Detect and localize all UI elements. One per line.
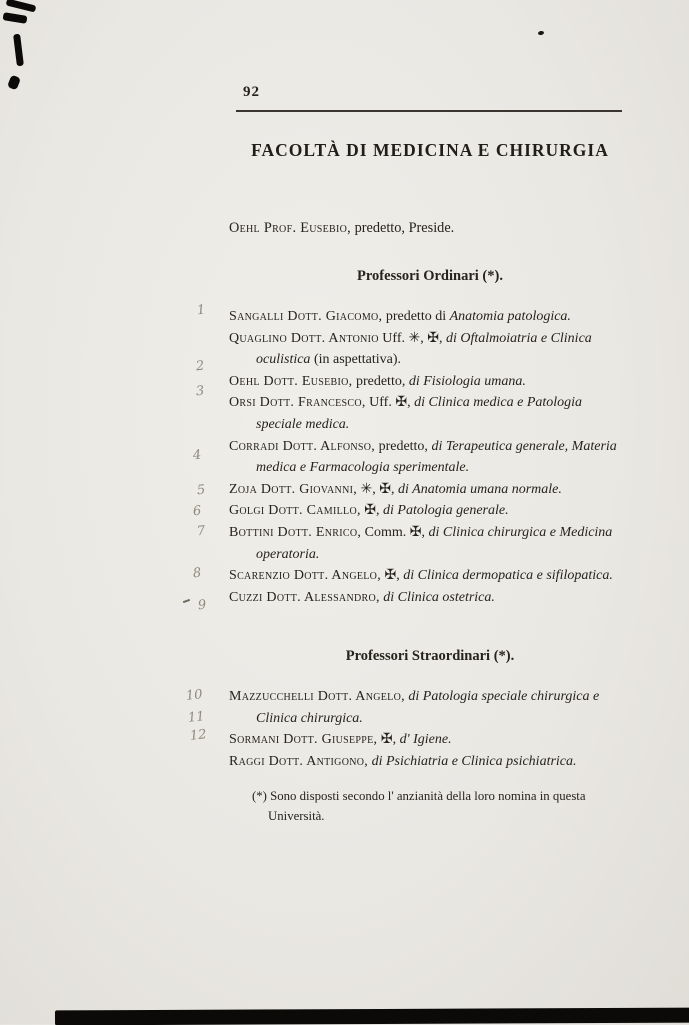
professor-name: Scarenzio Dott. Angelo, [229, 568, 382, 584]
preside-line [229, 220, 629, 237]
professor-entry [229, 686, 631, 729]
straordinari-list [229, 686, 631, 772]
professor-honors: ✠, [381, 568, 404, 584]
margin-annotation: 1 [196, 302, 207, 319]
scan-artifact-smudge [7, 75, 21, 91]
professor-entry [229, 522, 631, 565]
ordinari-list [229, 306, 631, 608]
professor-name: Golgi Dott. Camillo, [229, 503, 361, 519]
professor-honors: predetto, [352, 373, 409, 389]
professor-entry [229, 587, 631, 609]
professor-entry [229, 392, 631, 435]
professor-honors: ✳, ✠, [357, 481, 398, 497]
preside-name: Oehl Prof. Eusebio, [229, 220, 352, 236]
professor-honors: predetto, [375, 438, 432, 454]
professor-subject: di Psichiatria e Clinica psichiatrica. [371, 753, 577, 769]
professor-honors: Comm. ✠, [361, 524, 429, 540]
professor-honors: Uff. ✳, ✠, [378, 330, 446, 346]
professor-subject: di Terapeutica generale, Materia medica e Farmacologia sperimentale. [256, 438, 617, 476]
professor-name: Cuzzi Dott. Alessandro, [229, 589, 380, 605]
professor-name: Quaglino Dott. Antonio [229, 330, 379, 346]
header-rule [236, 110, 622, 112]
scan-artifact-bottom-edge [55, 1008, 689, 1025]
professor-name: Zoja Dott. Giovanni, [229, 481, 358, 497]
professor-subject: di Patologia speciale chirurgica e Clinica chirurgica. [256, 689, 600, 726]
page-title: FACOLTÀ DI MEDICINA E CHIRURGIA [251, 140, 609, 160]
margin-annotation: 7 [196, 523, 207, 540]
professor-subject: d' Igiene. [399, 732, 452, 748]
professor-name: Orsi Dott. Francesco, [229, 395, 366, 411]
margin-annotation: 12 [189, 727, 208, 744]
scan-artifact-smudge [6, 0, 37, 13]
professor-honors: ✠, [377, 732, 400, 748]
margin-annotation: 8 [192, 565, 203, 582]
professor-subject: di Fisiologia umana. [408, 373, 526, 389]
margin-annotation: 2 [195, 358, 206, 375]
professor-entry [229, 500, 631, 522]
professor-subject: di Patologia generale. [383, 503, 509, 519]
scan-artifact-smudge [3, 12, 28, 24]
professor-subject: di Anatomia umana normale. [398, 481, 562, 497]
professor-name: Bottini Dott. Enrico, [229, 524, 362, 540]
professor-entry [229, 371, 631, 393]
professor-name: Mazzucchelli Dott. Angelo, [229, 689, 405, 704]
professor-honors: ✠, [360, 503, 383, 519]
scan-artifact-smudge [13, 34, 24, 67]
professor-subject: di Clinica dermopatica e sifilopatica. [403, 568, 613, 584]
margin-annotation: 10 [185, 687, 204, 704]
scan-artifact-dash [183, 599, 190, 603]
professor-subject: di Clinica ostetrica. [383, 589, 495, 605]
professor-name: Raggi Dott. Antigono, [229, 753, 369, 769]
margin-annotation: 6 [192, 503, 203, 520]
professor-subject: Anatomia patologica. [449, 309, 571, 324]
professor-note: (in aspettativa). [313, 352, 402, 368]
professor-subject: di Clinica chirurgica e Medicina operatoria. [256, 524, 613, 562]
section-heading-straordinari: Professori Straordinari (*). [345, 648, 515, 664]
section-heading-ordinari: Professori Ordinari (*). [357, 268, 503, 284]
professor-entry [229, 436, 631, 479]
margin-annotation: 3 [195, 383, 206, 400]
margin-annotation: 4 [192, 447, 203, 464]
professor-name: Sangalli Dott. Giacomo, [229, 309, 383, 324]
professor-name: Sormani Dott. Giuseppe, [229, 732, 378, 748]
professor-honors: predetto di [382, 309, 450, 324]
margin-annotation: 5 [196, 482, 207, 499]
page-number: 92 [243, 84, 260, 100]
margin-annotation: 11 [187, 709, 206, 726]
professor-entry [229, 306, 631, 328]
professor-honors: Uff. ✠, [365, 395, 415, 411]
professor-entry [229, 729, 631, 751]
professor-subject: di Clinica medica e Patologia speciale medica. [256, 395, 583, 432]
preside-rest: predetto, Preside. [351, 220, 455, 236]
professor-entry [229, 751, 631, 773]
professor-name: Oehl Dott. Eusebio, [229, 373, 353, 389]
professor-entry [229, 328, 631, 371]
margin-annotation: 9 [197, 597, 208, 614]
footnote: (*) Sono disposti secondo l' anzianità della loro nomina in questa Università. [252, 789, 586, 823]
professor-entry [229, 565, 631, 587]
professor-subject: di Oftalmoiatria e Clinica oculistica [256, 330, 592, 368]
scan-artifact-dot [538, 31, 545, 36]
professor-name: Corradi Dott. Alfonso, [229, 438, 376, 454]
professor-entry [229, 479, 631, 501]
